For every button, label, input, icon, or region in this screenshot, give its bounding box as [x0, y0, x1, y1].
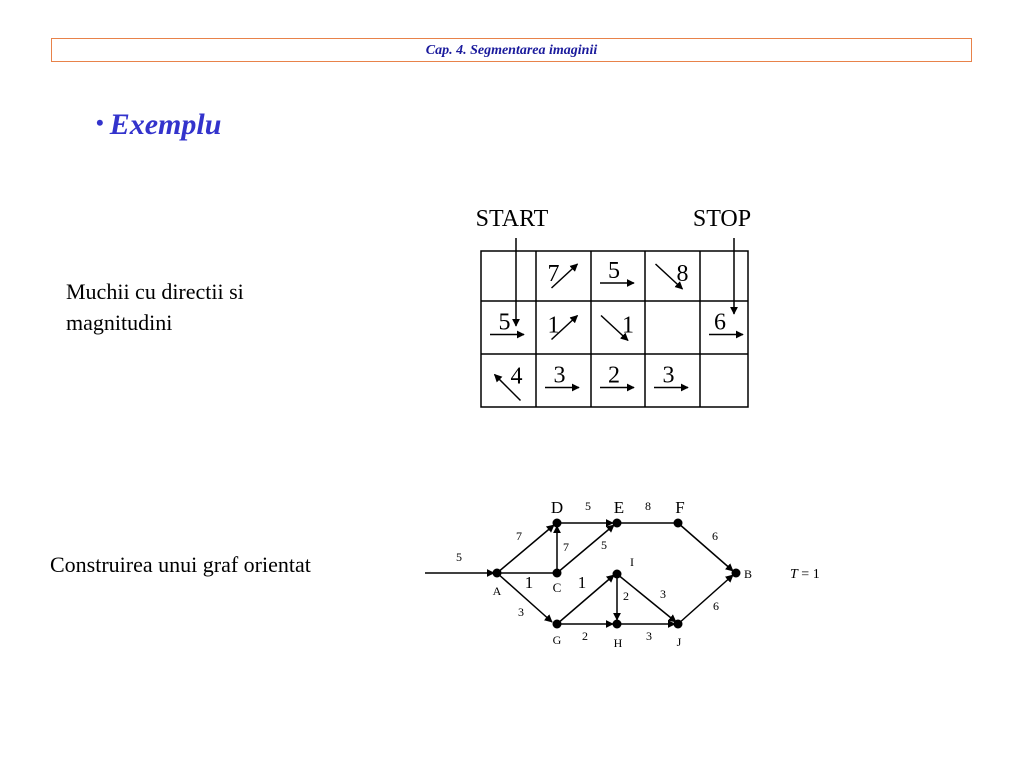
- node-C: [553, 569, 562, 578]
- node-E: [613, 519, 622, 528]
- edges-description-line2: magnitudini: [66, 310, 173, 335]
- cell-value-r2c1: 3: [553, 362, 566, 389]
- node-F: [674, 519, 683, 528]
- node-label-H: H: [613, 636, 623, 650]
- cell-value-r2c3: 3: [662, 362, 675, 389]
- start-label: START: [475, 206, 549, 232]
- weight-D-E: 5: [585, 499, 591, 513]
- cell-value-r2c0: 4: [510, 363, 523, 390]
- edge-A-D: [497, 525, 554, 573]
- node-label-E: E: [613, 498, 625, 517]
- weight-C-D: 7: [563, 540, 569, 554]
- weight-C-E: 5: [601, 538, 607, 552]
- threshold-eq: = 1: [797, 567, 820, 582]
- node-label-G: G: [552, 633, 562, 647]
- threshold-label: [790, 567, 820, 582]
- header-title: Cap. 4. Segmentarea imaginii: [425, 43, 598, 58]
- node-B: [732, 569, 741, 578]
- threshold-var: T: [790, 567, 798, 582]
- weight-E-F: 8: [645, 499, 651, 513]
- node-I: [613, 570, 622, 579]
- edge-F-B: [678, 523, 733, 571]
- node-H: [613, 620, 622, 629]
- cell-value-r1c4: 6: [714, 309, 726, 336]
- cell-value-r0c3: 8: [676, 261, 689, 287]
- weight-F-B: 6: [712, 529, 718, 543]
- node-label-A: A: [492, 584, 502, 598]
- edges-description-line1: Muchii cu directii si: [66, 279, 244, 304]
- cell-value-r1c2: 1: [622, 312, 634, 339]
- weight-A-G: 3: [518, 605, 524, 619]
- cell-value-r1c1: 1: [547, 312, 560, 339]
- node-G: [553, 620, 562, 629]
- cell-value-r0c1: 7: [547, 261, 560, 287]
- weight-C-I: 1: [577, 573, 587, 592]
- weight-J-B: 6: [713, 599, 719, 613]
- node-J: [674, 620, 683, 629]
- weight-H-J: 3: [646, 629, 652, 643]
- weight-A-D: 7: [516, 529, 522, 543]
- edge-J-B: [678, 575, 733, 624]
- stop-label: STOP: [692, 206, 752, 232]
- weight-A-C: 1: [524, 573, 534, 592]
- grid-cells: [490, 258, 743, 401]
- weight-input-A: 5: [456, 550, 462, 564]
- cell-value-r2c2: 2: [608, 362, 620, 389]
- node-D: [553, 519, 562, 528]
- node-label-D: D: [550, 498, 564, 517]
- node-label-F: F: [675, 498, 685, 517]
- node-label-B: B: [743, 567, 753, 581]
- weight-I-J: 3: [660, 587, 666, 601]
- graph-description: Construirea unui graf orientat: [50, 552, 311, 577]
- node-A: [493, 569, 502, 578]
- node-label-I: I: [630, 555, 634, 569]
- cell-value-r1c0: 5: [498, 309, 511, 336]
- weight-G-H: 2: [582, 629, 588, 643]
- node-label-J: J: [676, 635, 682, 649]
- node-label-C: C: [552, 580, 562, 595]
- weight-I-H: 2: [623, 589, 629, 603]
- cell-value-r0c2: 5: [608, 258, 620, 284]
- bullet-dot: •: [96, 110, 104, 135]
- section-title: Exemplu: [109, 108, 222, 141]
